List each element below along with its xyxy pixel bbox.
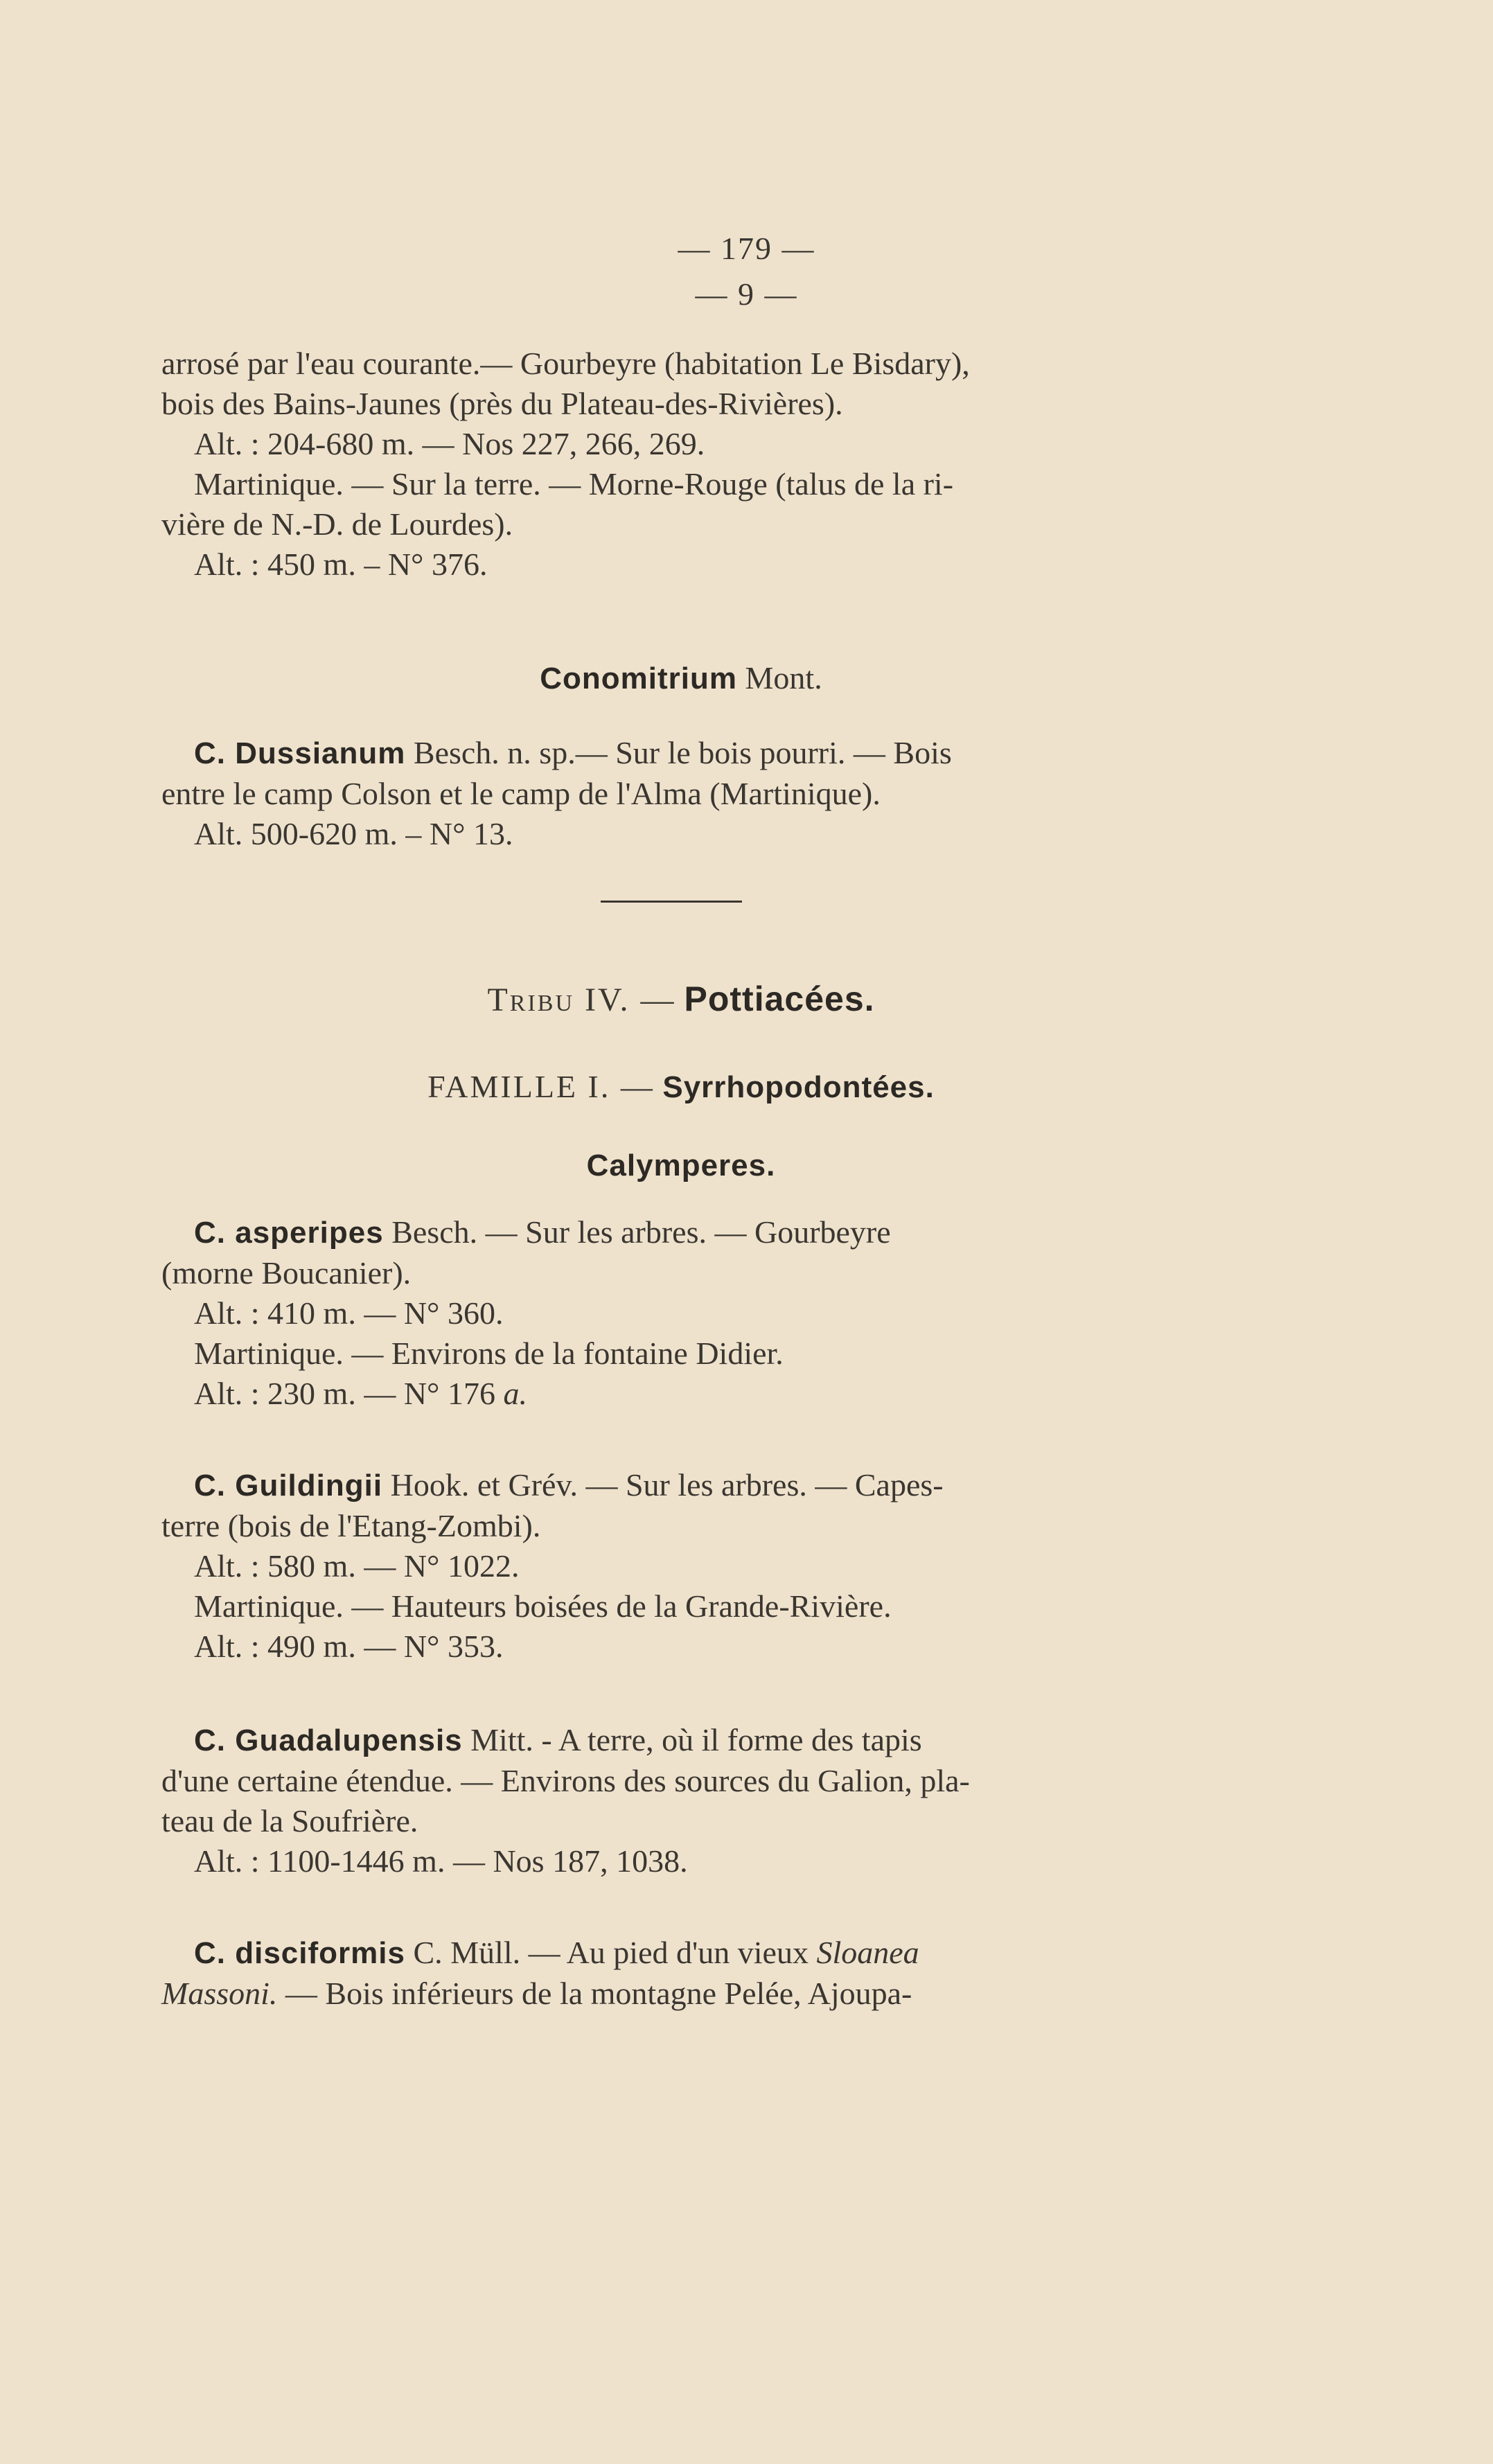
text-line: Alt. 500-620 m. – N° 13. xyxy=(194,816,513,851)
text-line: Alt. : 204-680 m. — Nos 227, 266, 269. xyxy=(194,426,705,461)
text-line-main: Alt. : 230 m. — N° 176 xyxy=(194,1376,495,1411)
species-text: C. Müll. — Au pied d'un vieux xyxy=(413,1935,809,1970)
genus-heading-calymperes xyxy=(161,1145,1201,1186)
text-line-italic: Massoni. xyxy=(161,1976,278,2011)
text-line xyxy=(161,1974,1201,2014)
text-line: teau de la Soufrière. xyxy=(161,1803,418,1838)
species-text: Mitt. - A terre, où il forme des tapis xyxy=(470,1722,922,1757)
text-line xyxy=(161,1374,1201,1414)
species-text: Besch. — Sur les arbres. — Gourbeyre xyxy=(391,1214,891,1250)
species-name: C. Dussianum xyxy=(194,736,406,770)
entry-first-line xyxy=(161,1933,1201,1974)
species-name: C. Guildingii xyxy=(194,1469,383,1503)
text-line: Alt. : 580 m. — N° 1022. xyxy=(194,1548,520,1584)
family-label: FAMILLE I. — xyxy=(427,1069,655,1104)
entry-first-line xyxy=(161,1212,1201,1253)
tribe-name: Pottiacées. xyxy=(684,980,875,1018)
text-line: vière de N.-D. de Lourdes). xyxy=(161,506,513,542)
text-line: Martinique. — Environs de la fontaine Didier. xyxy=(194,1336,784,1371)
section-divider xyxy=(601,901,742,903)
text-line: Alt. : 490 m. — N° 353. xyxy=(194,1629,504,1664)
text-line: entre le camp Colson et le camp de l'Alma (Martinique). xyxy=(161,776,881,811)
text-line: Alt. : 450 m. – N° 376. xyxy=(194,547,488,582)
species-entry-guadalupensis xyxy=(161,1720,1201,1881)
text-line-main: — Bois inférieurs de la montagne Pelée, Ajoupa- xyxy=(285,1976,912,2011)
text-line: Alt. : 1100-1446 m. — Nos 187, 1038. xyxy=(194,1843,688,1879)
species-name: C. disciformis xyxy=(194,1936,405,1970)
species-name: C. Guadalupensis xyxy=(194,1723,463,1757)
species-entry-disciformis xyxy=(161,1933,1201,2014)
genus-name: Conomitrium xyxy=(540,662,738,695)
text-line: Martinique. — Sur la terre. — Morne-Rouge (talus de la ri- xyxy=(194,466,954,502)
text-line: Alt. : 410 m. — N° 360. xyxy=(194,1295,504,1331)
genus-heading-conomitrium xyxy=(161,658,1201,699)
text-line: Martinique. — Hauteurs boisées de la Grande-Rivière. xyxy=(194,1588,892,1624)
text-line-italic: a. xyxy=(503,1376,527,1411)
species-entry-guildingii xyxy=(161,1465,1201,1667)
entry-first-line xyxy=(161,1720,1201,1761)
species-name: C. asperipes xyxy=(194,1216,384,1250)
family-name: Syrrhopodontées. xyxy=(662,1070,935,1104)
tribe-heading xyxy=(161,979,1201,1020)
original-page-number: — 9 — xyxy=(695,276,798,312)
text-line: terre (bois de l'Etang-Zombi). xyxy=(161,1508,541,1543)
text-line: arrosé par l'eau courante.— Gourbeyre (habitation Le Bisdary), xyxy=(161,346,970,381)
species-text: Hook. et Grév. — Sur les arbres. — Capes- xyxy=(390,1467,944,1503)
genus-author: Mont. xyxy=(745,660,822,695)
tribe-label: Tribu IV. — xyxy=(487,982,676,1018)
species-text: Besch. n. sp.— Sur le bois pourri. — Bois xyxy=(413,735,952,770)
species-entry-asperipes xyxy=(161,1212,1201,1414)
text-block-1 xyxy=(161,344,1201,585)
species-text-italic: Sloanea xyxy=(816,1935,919,1970)
text-line: bois des Bains-Jaunes (près du Plateau-des-Rivières). xyxy=(161,386,843,421)
family-heading xyxy=(161,1067,1201,1108)
text-line: (morne Boucanier). xyxy=(161,1255,412,1291)
genus-name: Calymperes. xyxy=(586,1149,776,1182)
page-number: — 179 — xyxy=(678,231,815,266)
entry-first-line xyxy=(161,733,1201,774)
entry-first-line xyxy=(161,1465,1201,1506)
species-entry-dussianum xyxy=(161,733,1201,854)
text-line: d'une certaine étendue. — Environs des sources du Galion, pla- xyxy=(161,1763,970,1798)
